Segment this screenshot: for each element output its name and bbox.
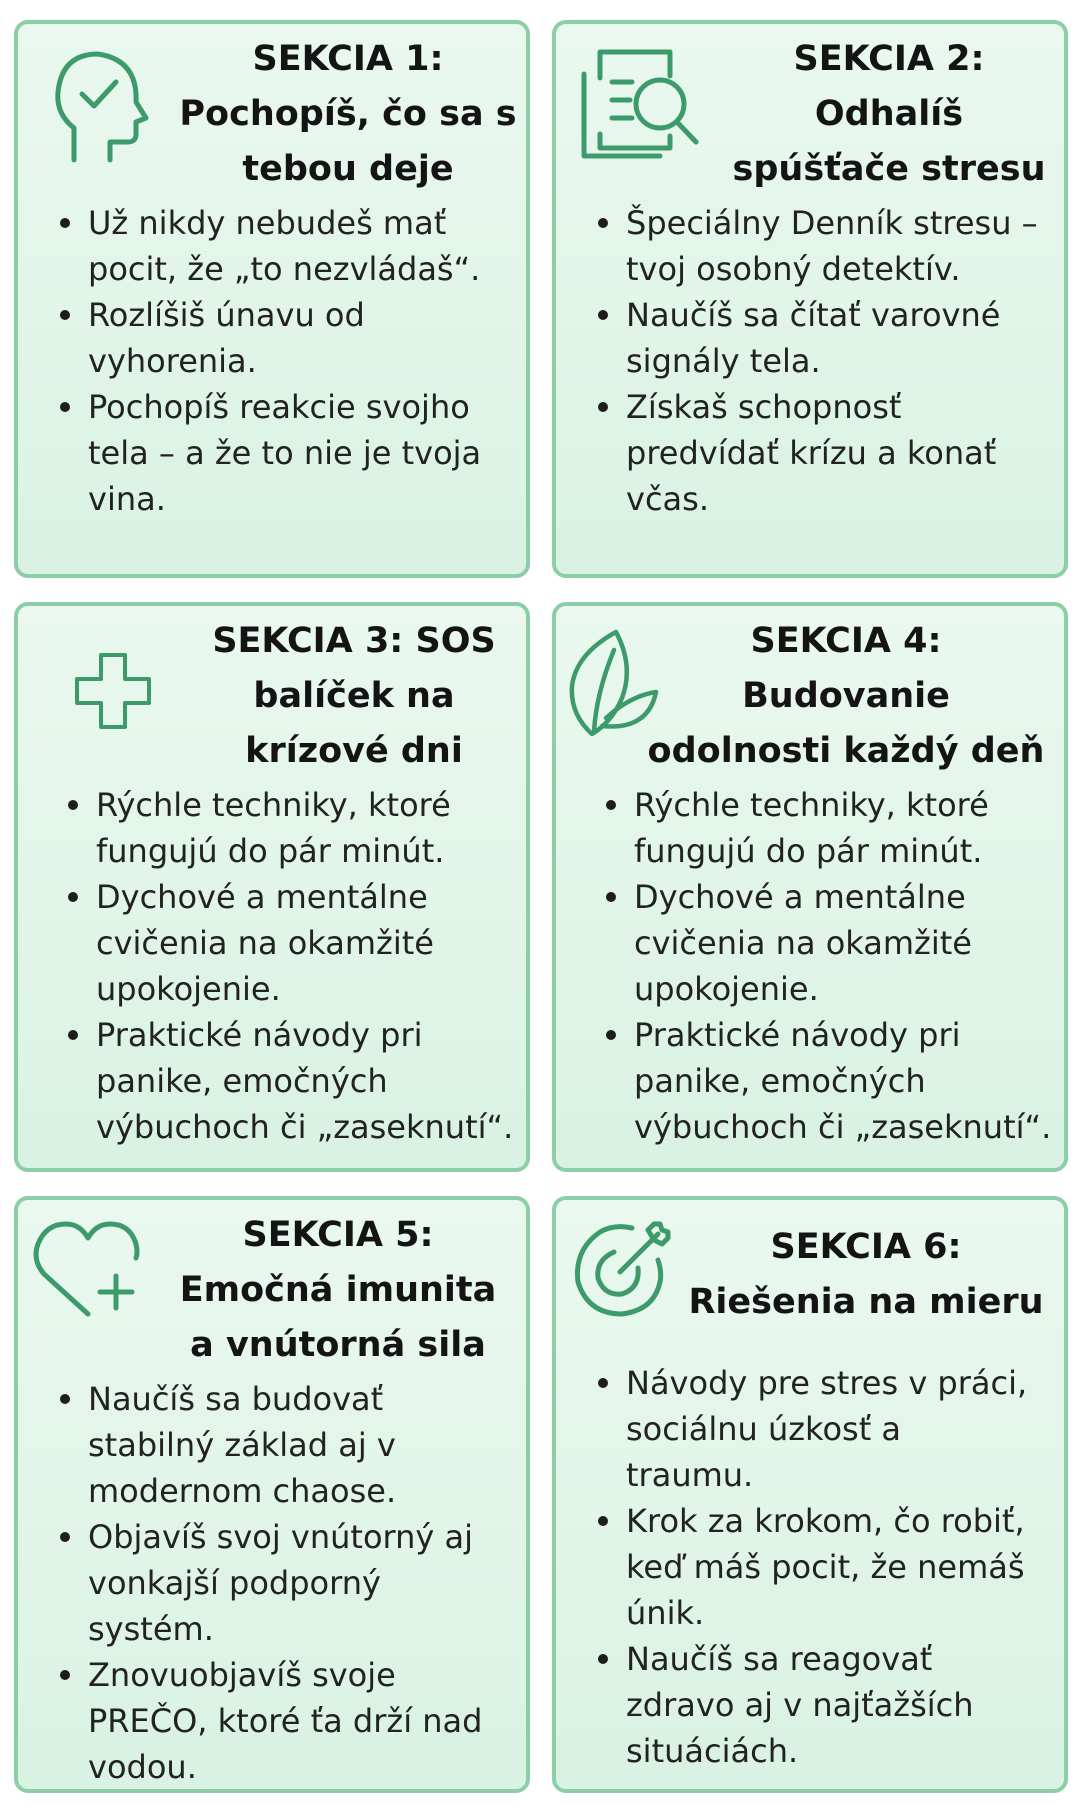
section-6-title: SEKCIA 6: Riešenia na mieru <box>688 1227 1044 1322</box>
section-card-4 <box>552 602 1068 1172</box>
section-4-list <box>604 782 1051 1150</box>
section-card-1 <box>14 20 530 578</box>
section-5-list <box>58 1376 482 1790</box>
document-search-icon <box>574 38 704 163</box>
list-item: Dychové a mentálne cvičenia na okamžité upokojenie. <box>96 874 513 1012</box>
section-1-title: SEKCIA 1: Pochopíš, čo sa s tebou deje <box>179 39 517 189</box>
heart-plus-icon <box>30 1216 150 1321</box>
section-4-title: SEKCIA 4: Budovanie odolnosti každý deň <box>647 621 1045 771</box>
plus-cross-icon <box>73 651 153 731</box>
list-item: Rýchle techniky, ktoré fungujú do pár minút. <box>96 782 513 874</box>
list-item: Objavíš svoj vnútorný aj vonkajší podporný systém. <box>88 1514 482 1652</box>
list-item: Dychové a mentálne cvičenia na okamžité upokojenie. <box>634 874 1051 1012</box>
list-item: Praktické návody pri panike, emočných výbuchoch či „zaseknutí“. <box>96 1012 513 1150</box>
section-3-list <box>66 782 513 1150</box>
list-item: Praktické návody pri panike, emočných výbuchoch či „zaseknutí“. <box>634 1012 1051 1150</box>
list-item: Naučíš sa reagovať zdravo aj v najťažších situáciách. <box>626 1636 1027 1774</box>
section-card-6 <box>552 1196 1068 1793</box>
section-5-title: SEKCIA 5: Emočná imunita a vnútorná sila <box>179 1215 497 1365</box>
section-card-3 <box>14 602 530 1172</box>
list-item: Naučíš sa čítať varovné signály tela. <box>626 292 1038 384</box>
list-item: Pochopíš reakcie svojho tela – a že to nie je tvoja vina. <box>88 384 481 522</box>
section-card-5 <box>14 1196 530 1793</box>
list-item: Už nikdy nebudeš mať pocit, že „to nezvládaš“. <box>88 200 481 292</box>
section-3-title: SEKCIA 3: SOS balíček na krízové dni <box>212 621 496 771</box>
list-item: Rozlíšiš únavu od vyhorenia. <box>88 292 481 384</box>
section-1-list <box>58 200 481 522</box>
section-card-2 <box>552 20 1068 578</box>
list-item: Špeciálny Denník stresu – tvoj osobný detektív. <box>626 200 1038 292</box>
target-arrow-icon <box>570 1216 675 1321</box>
section-2-title: SEKCIA 2: Odhalíš spúšťače stresu <box>732 39 1046 189</box>
section-2-list <box>596 200 1038 522</box>
list-item: Krok za krokom, čo robiť, keď máš pocit, že nemáš únik. <box>626 1498 1027 1636</box>
head-check-icon <box>48 42 168 167</box>
list-item: Návody pre stres v práci, sociálnu úzkosť a traumu. <box>626 1360 1027 1498</box>
section-6-list <box>596 1360 1027 1774</box>
list-item: Naučíš sa budovať stabilný základ aj v modernom chaose. <box>88 1376 482 1514</box>
list-item: Znovuobjavíš svoje PREČO, ktoré ťa drží nad vodou. <box>88 1652 482 1790</box>
list-item: Získaš schopnosť predvídať krízu a konať včas. <box>626 384 1038 522</box>
list-item: Rýchle techniky, ktoré fungujú do pár minút. <box>634 782 1051 874</box>
